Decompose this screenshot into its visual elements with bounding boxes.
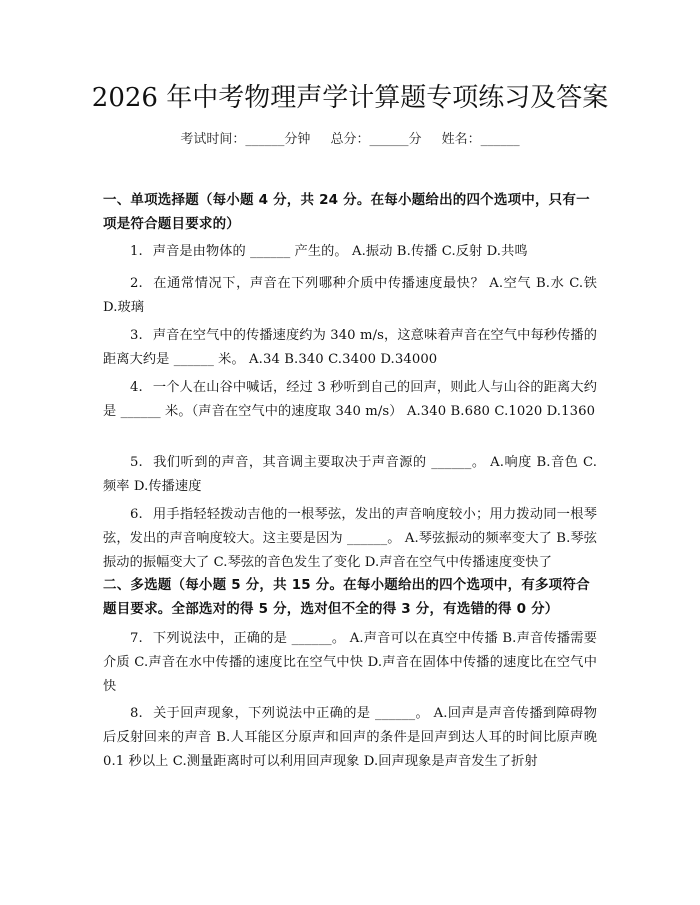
question-number: 6. <box>130 507 143 522</box>
question-8 <box>103 702 597 774</box>
question-number: 1. <box>130 244 143 259</box>
question-number: 5. <box>130 455 143 470</box>
question-text: 在通常情况下，声音在下列哪种介质中传播速度最快？ A.空气 B.水 C.铁 D.玻璃 <box>103 276 597 315</box>
question-3 <box>103 324 597 372</box>
question-text: 用手指轻轻拨动吉他的一根琴弦，发出的声音响度较小；用力拨动同一根琴弦，发出的声音响度较大。这主要是因为 ______。 A.琴弦振动的频率变大了 B.琴弦振动的振幅变大了 C.琴弦的音色发生了变化 D.声音在空气中传播速度变快了 <box>103 507 597 570</box>
page-title: 2026 年中考物理声学计算题专项练习及答案 <box>91 83 609 113</box>
question-7 <box>103 627 597 699</box>
total-score: 总分：______分 <box>330 132 422 147</box>
question-number: 3. <box>130 328 143 343</box>
question-6 <box>103 503 597 575</box>
question-text: 关于回声现象，下列说法中正确的是 ______。 A.回声是声音传播到障碍物后反射回来的声音 B.人耳能区分原声和回声的条件是回声到达人耳的时间比原声晚 0.1 秒以上 C.测量距离时可以利用回声现象 D.回声现象是声音发生了折射 <box>103 706 597 769</box>
question-number: 2. <box>130 276 143 291</box>
student-name: 姓名：______ <box>441 132 520 147</box>
question-number: 7. <box>130 631 143 646</box>
exam-meta <box>0 130 700 150</box>
question-4 <box>103 376 597 424</box>
question-number: 8. <box>130 706 143 721</box>
question-text: 一个人在山谷中喊话，经过 3 秒听到自己的回声，则此人与山谷的距离大约是 ______ 米。（声音在空气中的速度取 340 m/s） A.340 B.680 C.1020 D.1360 <box>103 380 597 419</box>
question-text: 声音在空气中的传播速度约为 340 m/s，这意味着声音在空气中每秒传播的距离大约是 ______ 米。 A.34 B.340 C.3400 D.34000 <box>103 328 597 367</box>
question-text: 声音是由物体的 ______ 产生的。 A.振动 B.传播 C.反射 D.共鸣 <box>152 244 528 259</box>
question-text: 我们听到的声音，其音调主要取决于声音源的 ______。 A.响度 B.音色 C.频率 D.传播速度 <box>103 455 597 494</box>
question-text: 下列说法中，正确的是 ______。 A.声音可以在真空中传播 B.声音传播需要介质 C.声音在水中传播的速度比在空气中快 D.声音在固体中传播的速度比在空气中快 <box>103 631 597 694</box>
section-heading-multi-choice: 二、多选题（每小题 5 分，共 15 分。在每小题给出的四个选项中，有多项符合题目要求。全部选对的得 5 分，选对但不全的得 3 分，有选错的得 0 分） <box>103 577 590 617</box>
question-5 <box>103 451 597 499</box>
question-1 <box>103 240 597 264</box>
exam-time: 考试时间：______分钟 <box>180 132 311 147</box>
section-heading-single-choice: 一、单项选择题（每小题 4 分，共 24 分。在每小题给出的四个选项中，只有一项是符合题目要求的） <box>103 192 590 232</box>
question-number: 4. <box>130 380 143 395</box>
question-2 <box>103 272 597 320</box>
